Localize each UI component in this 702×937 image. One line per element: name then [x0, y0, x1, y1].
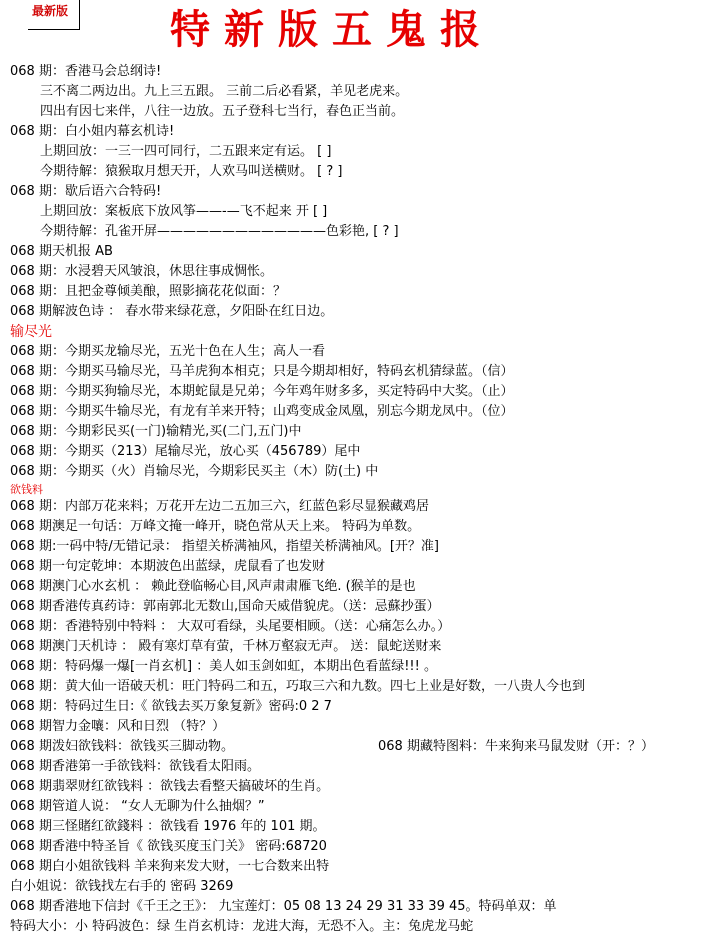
text-line [10, 242, 698, 262]
line-text: 068 期：特码过生日:《 欲钱去买万象复新》密码:0 2 7 [10, 699, 332, 714]
line-text: 068 期管道人说： “女人无聊为什么抽烟？” [10, 799, 265, 814]
line-text: 今期待解：孔雀开屏—————————————色彩艳, [ ? ] [40, 224, 399, 239]
text-line [10, 637, 698, 657]
text-line [10, 162, 698, 182]
line-text: 068 期澳门心水玄机 ： 赖此登临畅心目,风声肃肃雁飞绝. (猴羊的是也 [10, 579, 416, 594]
text-line [10, 497, 698, 517]
section-heading [10, 482, 698, 497]
line-text: 068 期香港第一手欲钱料：欲钱看太阳雨。 [10, 759, 260, 774]
line-text: 068 期一句定乾坤：本期波色出蓝绿，虎鼠看了也发财 [10, 559, 325, 574]
text-line [10, 517, 698, 537]
page-title: 特新版五鬼报 [170, 6, 494, 53]
text-line [10, 222, 698, 242]
text-line [10, 617, 698, 637]
line-text: 068 期香港传真药诗：郭南郭北无数山,国命天威借貌虎。（送：忌蘇抄蛋） [10, 599, 440, 614]
line-text: 特码大小：小 特码波色：绿 生肖玄机诗：龙进大海，无恐不入。主：兔虎龙马蛇 [10, 919, 474, 934]
text-line [10, 677, 698, 697]
line-text: 068 期：白小姐内幕玄机诗! [10, 124, 175, 139]
content-lines [10, 62, 698, 937]
section-heading [10, 322, 698, 342]
text-line [10, 202, 698, 222]
line-text: 068 期智力金嚷：风和日烈 （特？） [10, 719, 226, 734]
line-text: 068 期天机报 AB [10, 244, 113, 259]
text-line [10, 817, 698, 837]
line-text: 今期待解：猿猴取月想天开，人欢马叫送横财。 [ ? ] [40, 164, 343, 179]
text-line [10, 577, 698, 597]
text-line [10, 597, 698, 617]
line-text: 三不离二两边出。九上三五跟。 三前二后必看紧，羊见老虎来。 [40, 84, 409, 99]
line-text: 068 期香港中特圣旨《 欲钱买度玉门关》 密码:68720 [10, 839, 327, 854]
text-line [10, 122, 698, 142]
text-line [10, 362, 698, 382]
line-text-right: 068 期藏特图料：牛来狗来马鼠发财（开：？） [378, 739, 654, 754]
text-line [10, 557, 698, 577]
line-text: 068 期：今期买龙输尽光，五光十色在人生；高人一看 [10, 344, 325, 359]
text-line [10, 857, 698, 877]
line-text: 068 期：今期买（火）肖输尽光，今期彩民买主（木）防(土) 中 [10, 464, 379, 479]
text-line [10, 462, 698, 482]
line-text: 068 期：且把金尊倾美酿，照影摘花花似面：？ [10, 284, 286, 299]
line-text: 068 期：今期买牛输尽光，有龙有羊来开特；山鸡变成金凤凰，别忘今期龙凤中。（位） [10, 404, 514, 419]
text-line [10, 442, 698, 462]
text-line [10, 897, 698, 917]
text-line [10, 142, 698, 162]
text-line [10, 797, 698, 817]
text-line [10, 62, 698, 82]
text-line [10, 697, 698, 717]
line-text: 四出有因七来伴，八往一边放。五子登科七当行，春色正当前。 [40, 104, 405, 119]
line-text: 068 期：黄大仙一语破天机：旺门特码二和五，巧取三六和九数。四七上业是好数，一八贵人今也到 [10, 679, 585, 694]
text-line [10, 282, 698, 302]
text-line [10, 657, 698, 677]
line-text: 068 期：歇后语六合特码! [10, 184, 162, 199]
line-text: 068 期：内部万花来料；万花开左边二五加三六，红蓝色彩尽显猴藏鸡居 [10, 499, 429, 514]
line-text: 068 期：今期买狗输尽光，本期蛇鼠是兄弟；今年鸡年财多多，买定特码中大奖。（止） [10, 384, 514, 399]
line-text: 欲钱料 [10, 483, 43, 496]
text-line [10, 182, 698, 202]
line-text: 068 期澳足一句话：万峰文掩一峰开，晓色常从天上来。 特码为单数。 [10, 519, 421, 534]
text-line [10, 757, 698, 777]
line-text: 068 期：香港特别中特料 ： 大双可看绿，头尾要相顾。（送：心痛怎么办。） [10, 619, 451, 634]
text-line [10, 82, 698, 102]
line-text: 068 期香港地下信封《千王之王》： 九宝莲灯：05 08 13 24 29 31 33 39 45。特码单双：单 [10, 899, 557, 914]
text-line [10, 917, 698, 937]
line-text: 白小姐说：欲钱找左右手的 密码 3269 [10, 879, 234, 894]
line-text: 068 期：特码爆一爆[一肖玄机] ：美人如玉剑如虹，本期出色看蓝绿!!! 。 [10, 659, 437, 674]
text-line [10, 102, 698, 122]
line-text: 上期回放：案板底下放风筝——-—飞不起来 开 [ ] [40, 204, 328, 219]
line-text: 068 期澳门天机诗 ： 殿有寒灯草有萤，千林万壑寂无声。 送：鼠蛇送财来 [10, 639, 442, 654]
line-text: 068 期解波色诗 ： 春水带来绿花意，夕阳卧在红日边。 [10, 304, 334, 319]
line-text: 068 期：今期买马输尽光，马羊虎狗本相克；只是今期却相好，特码玄机猜绿蓝。（信） [10, 364, 514, 379]
line-text: 输尽光 [10, 324, 52, 340]
text-line [10, 877, 698, 897]
text-line [10, 777, 698, 797]
line-text: 068 期:一码中特/无错记录： 指望关桥满袖风，指望关桥满袖风。[开？准] [10, 539, 439, 554]
text-line [10, 422, 698, 442]
text-line [10, 402, 698, 422]
line-text: 068 期：今期买（213）尾输尽光，放心买（456789）尾中 [10, 444, 361, 459]
line-text: 068 期白小姐欲钱料 羊来狗来发大财，一七合数来出特 [10, 859, 330, 874]
text-line [10, 262, 698, 282]
text-line [10, 737, 698, 757]
text-line [10, 342, 698, 362]
text-line [10, 717, 698, 737]
text-line [10, 382, 698, 402]
text-line [10, 537, 698, 557]
line-text: 068 期：今期彩民买(一门)输精光,买(二门,五门)中 [10, 424, 302, 439]
line-text: 068 期：香港马会总纲诗! [10, 64, 162, 79]
line-text: 068 期泼妇欲钱料：欲钱买三脚动物。 [10, 739, 234, 754]
line-text: 068 期翡翠财红欲钱料 ：欲钱去看整天搞破坏的生肖。 [10, 779, 330, 794]
text-line [10, 302, 698, 322]
line-text: 068 期三怪賭红欲錢料 ：欲钱看 1976 年的 101 期。 [10, 819, 326, 834]
line-text: 068 期：水浸碧天风皱浪，休思往事成惆怅。 [10, 264, 273, 279]
line-text: 上期回放：一三一四可同行，二五跟来定有运。 [ ] [40, 144, 332, 159]
edition-badge: 最新版 [28, 0, 80, 30]
text-line [10, 837, 698, 857]
